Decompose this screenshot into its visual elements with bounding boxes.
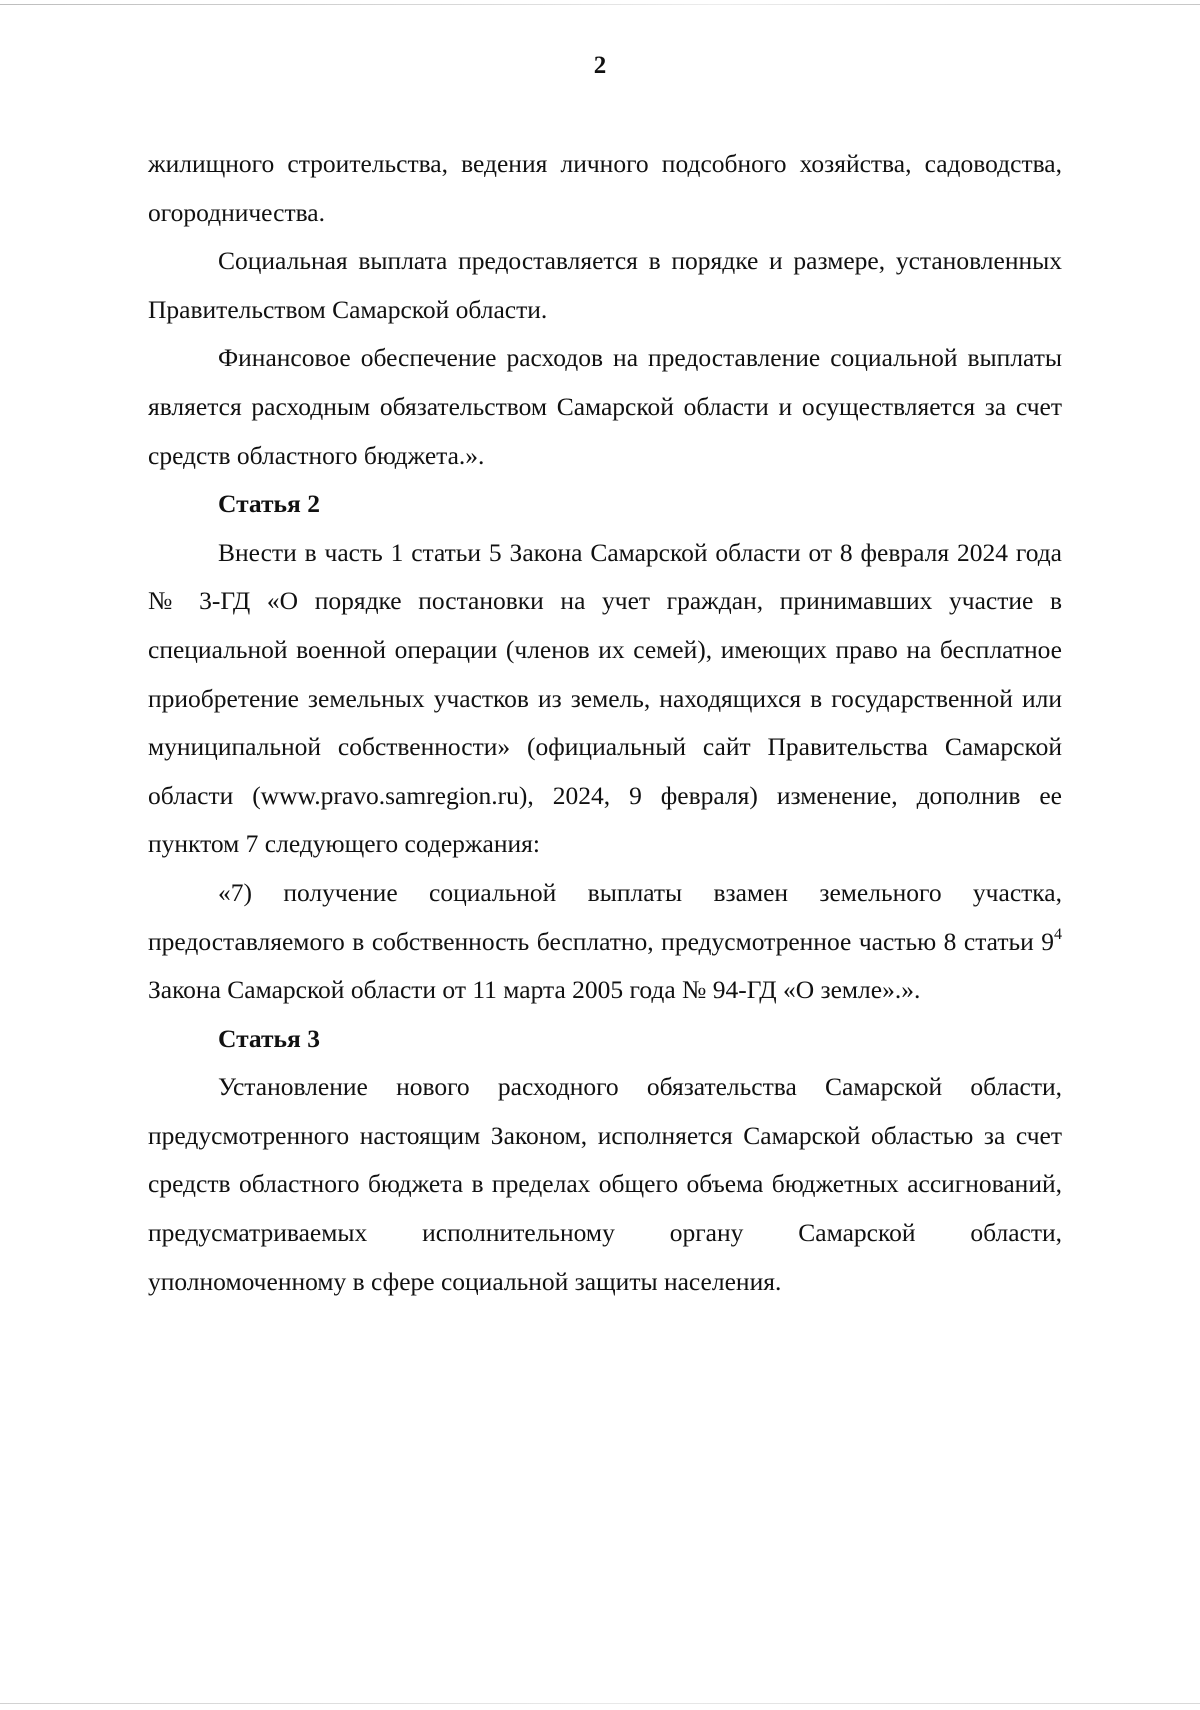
paragraph-article-3: Установление нового расходного обязательства Самарской области, предусмотренного настоящим Законом, исполняется Самарской областью за счет средств областного бюджета в пределах общего объема бюджетных ассигнований, предусматриваемых исполнительному органу Самарской области, уполномоченному в сфере социальной защиты населения. [148, 1072, 1062, 1296]
paragraph-social-payment: Социальная выплата предоставляется в порядке и размере, установленных Правительством Самарской области. [148, 246, 1062, 324]
point-7-text-after: Закона Самарской области от 11 марта 2005 года № 94-ГД «О земле».». [148, 975, 921, 1005]
document-body [148, 140, 1062, 1306]
paragraph-financing: Финансовое обеспечение расходов на предоставление социальной выплаты является расходным обязательством Самарской области и осуществляется за счет средств областного бюджета.». [148, 343, 1062, 470]
article-3-heading: Статья 3 [218, 1023, 320, 1053]
point-7-text-before: «7) получение социальной выплаты взамен земельного участка, предоставляемого в собственность бесплатно, предусмотренное частью 8 статьи 9 [148, 877, 1062, 956]
paragraph-article-2: Внести в часть 1 статьи 5 Закона Самарской области от 8 февраля 2024 года № 3-ГД «О порядке постановки на учет граждан, принимавших участие в специальной военной операции (членов их семей), имеющих право на бесплатное приобретение земельных участков из земель, находящихся в государственной или муниципальной собственности» (официальный сайт Правительства Самарской области (www.pravo.samregion.ru), 2024, 9 февраля) изменение, дополнив ее пунктом 7 следующего содержания: [148, 537, 1062, 859]
superscript-4: 4 [1054, 925, 1062, 943]
scan-edge-bottom-line [0, 1703, 1200, 1704]
article-2-heading: Статья 2 [218, 489, 320, 519]
paragraph-continuation: жилищного строительства, ведения личного подсобного хозяйства, садоводства, огородничества. [148, 149, 1062, 227]
scan-edge-top-line [0, 4, 1200, 5]
paragraph-point-7 [148, 869, 1062, 1015]
page-number: 2 [593, 52, 607, 79]
